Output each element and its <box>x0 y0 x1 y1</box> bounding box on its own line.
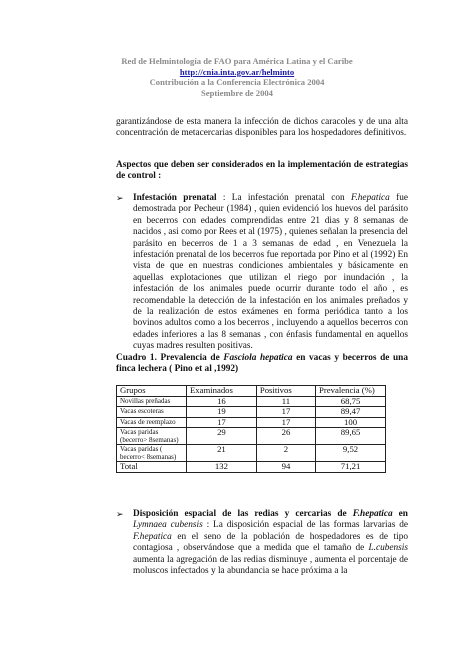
species-name: F.hepatica <box>350 193 390 203</box>
section-spatial-title: Disposición espacial de las redias y cercarias de F.hepatica en <box>133 509 408 519</box>
table-cell: Vacas paridas (becerro> 8semanas) <box>117 428 187 445</box>
table-header-cell: Grupos <box>117 386 187 397</box>
table-cell: 11 <box>256 396 315 407</box>
table-cell: 29 <box>186 428 256 445</box>
table-row <box>117 445 386 462</box>
aspects-heading: Aspectos que deben ser considerados en la implementación de estrategias de control : <box>116 160 408 182</box>
table-cell: 19 <box>186 407 256 418</box>
intro-paragraph: garantizándose de esta manera la infección de dichos caracoles y de una alta concentración de metacercarias disponibles para los hospedadores definitivos. <box>116 117 408 139</box>
table-cell: 17 <box>186 417 256 428</box>
table-header-cell: Examinados <box>186 386 256 397</box>
table-cell: 17 <box>256 417 315 428</box>
section-prenatal-title: Infestación prenatal <box>133 193 217 203</box>
table-header-row <box>117 386 386 397</box>
table-header-cell: Prevalencia (%) <box>316 386 386 397</box>
table-cell: 89,47 <box>316 407 386 418</box>
table-total-row <box>117 462 386 473</box>
table-cell: 68,75 <box>316 396 386 407</box>
table-cell: Vacas de reemplazo <box>117 417 187 428</box>
header-network-title: Red de Helmintología de FAO para América Latina y el Caribe <box>121 56 353 66</box>
bullet-arrow-icon: ➢ <box>116 509 124 519</box>
page-header <box>0 56 474 98</box>
table-cell: 132 <box>186 462 256 473</box>
table-row <box>117 396 386 407</box>
table-row <box>117 428 386 445</box>
table-cell: Total <box>117 462 187 473</box>
prevalence-table <box>116 385 386 473</box>
bullet-arrow-icon: ➢ <box>116 193 124 203</box>
table-row <box>117 407 386 418</box>
section-prenatal: Infestación prenatal : La infestación prenatal con F.hepatica fue demostrada por Pecheur (1984) , quien evidenció los huevos del parásito en becerros con edades comprendidas entre 21 dias y 8 semanas de nacidos , asi como por Rees et al (1975) , quienes señalan la presencia del parásito en becerros de 1 a 3 semanas de edad , en Venezuela la infestación prenatal de los becerros fue reportada por Pino et al (1992) En vista de que en nuestras condiciones ambientales y básicamente en aquellas explotaciones que utilizan el riego por inundación , la infestación de los animales puede ocurrir durante todo el año , es recomendable la detección de la infestación en los animales preñados y de la realización de estos exámenes en forma periódica tanto a los bovinos adultos como a los becerros , incluyendo a aquellos becerros con edades inferiores a las 8 semanas , con énfasis fundamental en aquellos cuyas madres resulten positivas. <box>133 193 408 352</box>
table-cell: 9,52 <box>316 445 386 462</box>
header-conference: Contribución a la Conferencia Electrónica 2004 <box>149 77 325 87</box>
header-date: Septiembre de 2004 <box>201 87 273 98</box>
table-cell: 2 <box>256 445 315 462</box>
table-cell: 21 <box>186 445 256 462</box>
table-cell: 89,65 <box>316 428 386 445</box>
table-cell: Novillas preñadas <box>117 396 187 407</box>
header-url-link[interactable]: http://cnia.inta.gov.ar/helminto <box>179 66 295 77</box>
section-spatial-distribution: Disposición espacial de las redias y cercarias de F.hepatica en Lymnaea cubensis : La disposición espacial de las formas larvarias de F.hepatica en el seno de la población de hospedadores es de tipo contagiosa , observándose que a medida que el tamaño de L.cubensis aumenta la agregación de las redias disminuye , aumenta el porcentaje de moluscos infectados y la abundancia se hace próxima a la <box>133 509 408 577</box>
table-cell: Vacas escoteras <box>117 407 187 418</box>
table-header-cell: Positivos <box>256 386 315 397</box>
table-cell: 26 <box>256 428 315 445</box>
table-cell: 17 <box>256 407 315 418</box>
table-cell: 94 <box>256 462 315 473</box>
table-cell: 71,21 <box>316 462 386 473</box>
table-row <box>117 417 386 428</box>
table-caption: Cuadro 1. Prevalencia de Fasciola hepatica en vacas y becerros de una finca lechera ( Pino et al ,1992) <box>116 353 408 375</box>
table-cell: 100 <box>316 417 386 428</box>
table-cell: Vacas paridas ( becerro< 8semanas) <box>117 445 187 462</box>
snail-species-name: Lymnaea cubensis <box>133 520 203 531</box>
table-cell: 16 <box>186 396 256 407</box>
